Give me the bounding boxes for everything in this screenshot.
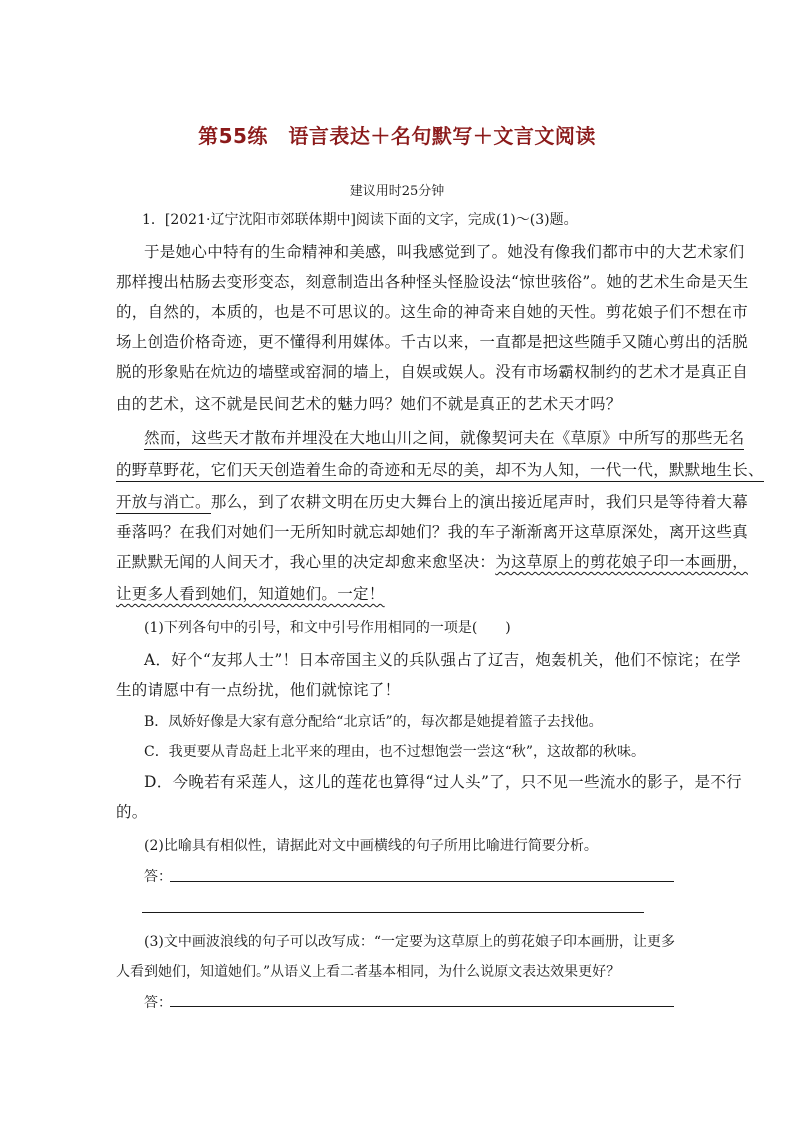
passage-p1-line: 的，自然的，本质的，也是不可思议的。这生命的神奇来自她的天性。剪花娘子们不想在市	[116, 303, 749, 321]
q3-answer-label: 答：	[144, 995, 172, 1011]
q2-answer-row	[144, 866, 172, 886]
suggested-time: 建议用时25分钟	[349, 184, 445, 199]
q1-option-c: C．我更要从青岛赶上北平来的理由，也不过想饱尝一尝这“秋”，这故都的秋味。	[144, 744, 646, 760]
underlined-sentence-line: 的野草野花，它们天天创造着生命的奇迹和无尽的美，却不为人知，一代一代，默默地生长、	[116, 460, 764, 480]
passage-p1-line: 场上创造价格奇迹，更不懂得利用媒体。千古以来，一直都是把这些随手又随心剪出的活脱	[116, 333, 749, 351]
question-header: 1．[2021·辽宁沈阳市郊联体期中]阅读下面的文字，完成(1)～(3)题。	[142, 212, 578, 228]
q1-option-d: D．今晚若有采莲人，这儿的莲花也算得“过人头”了，只不见一些流水的影子，是不行	[144, 773, 742, 791]
passage-p2-line: 垂落吗？在我们对她们一无所知时就忘却她们？我的车子渐渐离开这草原深处，离开这些真	[116, 523, 749, 541]
q3-answer-row	[144, 992, 172, 1012]
passage-p2-line: 正默默无闻的人间天才，我心里的决定却愈来愈坚决：为这草原上的剪花娘子印一本画册，	[116, 553, 749, 571]
q1-option-a: A．好个“友邦人士”！日本帝国主义的兵队强占了辽吉，炮轰机关，他们不惊诧；在学	[144, 651, 741, 669]
q2-answer-line-1[interactable]	[170, 881, 674, 882]
q3-stem: (3)文中画波浪线的句子可以改写成：“一定要为这草原上的剪花娘子印本画册，让更多	[144, 934, 675, 950]
page-title: 第55练 语言表达＋名句默写＋文言文阅读	[198, 124, 596, 148]
q1-option-a-cont: 生的请愿中有一点纷扰，他们就惊诧了！	[116, 681, 401, 699]
q3-answer-line[interactable]	[170, 1006, 674, 1007]
wavy-sentence-line: 让更多人看到她们，知道她们。一定！	[116, 585, 385, 603]
wavy-sentence: 为这草原上的剪花娘子印一本画册，	[495, 553, 749, 571]
q2-stem: (2)比喻具有相似性，请据此对文中画横线的句子所用比喻进行简要分析。	[144, 838, 598, 854]
q2-answer-label: 答：	[144, 869, 172, 885]
passage-p1-line: 脱的形象贴在炕边的墙壁或窑洞的墙上，自娱或娱人。没有市场霸权制约的艺术才是真正自	[116, 363, 749, 381]
passage-p1-line: 于是她心中特有的生命精神和美感，叫我感觉到了。她没有像我们都市中的大艺术家们	[144, 243, 745, 261]
q1-option-d-cont: 的。	[116, 803, 148, 821]
passage-p1-line: 由的艺术，这不就是民间艺术的魅力吗？她们不就是真正的艺术天才吗？	[116, 395, 622, 413]
passage-p1-line: 那样搜出枯肠去变形变态，刻意制造出各种怪头怪脸设法“惊世骇俗”。她的艺术生命是天生	[116, 273, 749, 291]
underlined-sentence-line: 然而，这些天才散布并埋没在大地山川之间，就像契诃夫在《草原》中所写的那些无名	[144, 428, 744, 448]
q1-option-b: B．凤娇好像是大家有意分配给“北京话”的，每次都是她提着篮子去找他。	[144, 714, 603, 730]
q2-answer-line-2[interactable]	[142, 912, 644, 913]
q1-stem: (1)下列各句中的引号，和文中引号作用相同的一项是( )	[144, 620, 511, 636]
q3-stem-cont: 人看到她们，知道她们。”从语义上看二者基本相同，为什么说原文表达效果更好？	[116, 964, 621, 980]
underlined-sentence-line: 开放与消亡。那么，到了农耕文明在历史大舞台上的演出接近尾声时，我们只是等待着大幕	[116, 492, 748, 512]
